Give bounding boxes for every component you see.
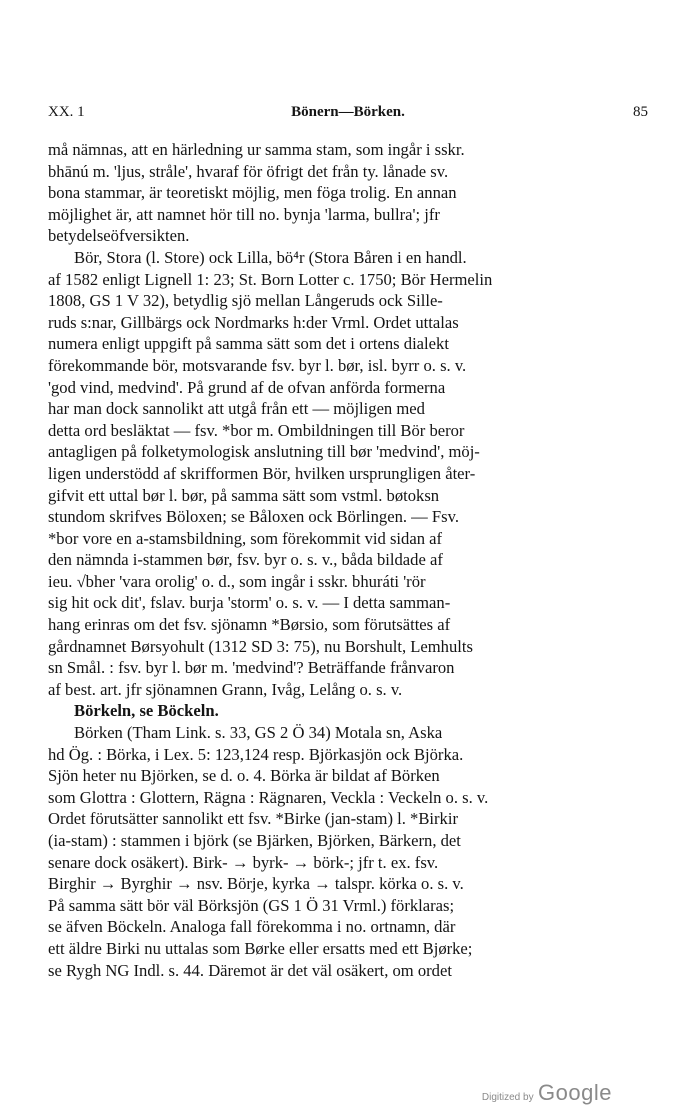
text-line: ett äldre Birki nu uttalas som Børke eller ersatts med ett Bjørke;	[48, 938, 473, 958]
text-line: senare dock osäkert). Birk- → byrk- → börk-; jfr t. ex. fsv.	[48, 852, 439, 872]
text-line: numera enligt uppgift på samma sätt som det i ortens dialekt	[48, 334, 449, 354]
text-line: detta ord besläktat — fsv. *bor m. Ombildningen till Bör beror	[48, 420, 465, 440]
text-line: hang erinras om det fsv. sjönamn *Børsio, som förutsättes af	[48, 615, 451, 635]
running-title: Bönern—Börken.	[291, 104, 405, 120]
text-line: bhānú m. 'ljus, stråle', hvaraf för öfrigt det från ty. lånade sv.	[48, 161, 449, 181]
text-line: ligen understödd af skrifformen Bör, hvilken ursprungligen åter-	[48, 463, 476, 483]
text-line: 'god vind, medvind'. På grund af de ofvan anförda formerna	[48, 377, 446, 397]
text-line: *bor vore en a-stamsbildning, som förekommit vid sidan af	[48, 528, 443, 548]
page-number: 85	[633, 104, 648, 120]
entry-heading-line: Börkeln, se Böckeln.	[74, 701, 219, 721]
entry-heading-line: Börken (Tham Link. s. 33, GS 2 Ö 34) Motala sn, Aska	[74, 723, 443, 743]
text-line: Ordet förutsätter sannolikt ett fsv. *Birke (jan-stam) l. *Birkir	[48, 809, 458, 829]
text-line: 1808, GS 1 V 32), betydlig sjö mellan Långeruds ock Sille-	[48, 291, 443, 311]
entry-heading-line: Bör, Stora (l. Store) ock Lilla, bö⁴r (Stora Båren i en handl.	[74, 247, 467, 267]
text-line: gårdnamnet Børsyohult (1312 SD 3: 75), nu Borshult, Lemhults	[48, 636, 473, 656]
text-line: Birghir → Byrghir → nsv. Börje, kyrka → talspr. körka o. s. v.	[48, 874, 464, 894]
text-line: se Rygh NG Indl. s. 44. Däremot är det väl osäkert, om ordet	[48, 960, 452, 980]
text-line: Sjön heter nu Björken, se d. o. 4. Börka är bildat af Börken	[48, 766, 440, 786]
text-line: möjlighet är, att namnet hör till no. bynja 'larma, bullra'; jfr	[48, 204, 440, 224]
text-line: gifvit ett uttal bør l. bør, på samma sätt som vstml. bøtoksn	[48, 485, 440, 505]
section-number: XX. 1	[48, 104, 85, 120]
text-line: må nämnas, att en härledning ur samma stam, som ingår i sskr.	[48, 140, 465, 159]
text-line: den nämnda i-stammen bør, fsv. byr o. s. v., båda bildade af	[48, 550, 443, 570]
watermark-prefix: Digitized by	[481, 1092, 534, 1103]
text-line: bona stammar, är teoretiskt möjlig, men föga trolig. En annan	[48, 183, 457, 203]
digitized-watermark	[482, 1080, 612, 1106]
text-line: som Glottra : Glottern, Rägna : Rägnaren, Veckla : Veckeln o. s. v.	[48, 787, 489, 807]
text-line: ieu. √bher 'vara orolig' o. d., som ingår i sskr. bhuráti 'rör	[48, 571, 426, 591]
text-line: se äfven Böckeln. Analoga fall förekomma i no. ortnamn, där	[48, 917, 456, 937]
body-text	[48, 139, 648, 981]
text-line: sn Smål. : fsv. byr l. bør m. 'medvind'? Beträffande frånvaron	[48, 658, 455, 678]
text-line: betydelseöfversikten.	[48, 226, 190, 246]
text-line: stundom skrifves Böloxen; se Båloxen ock Börlingen. — Fsv.	[48, 507, 459, 527]
text-line: På samma sätt bör väl Börksjön (GS 1 Ö 31 Vrml.) förklaras;	[48, 895, 455, 915]
text-line: har man dock sannolikt att utgå från ett — möjligen med	[48, 399, 425, 419]
text-line: hd Ög. : Börka, i Lex. 5: 123,124 resp. Björkasjön ock Björka.	[48, 744, 464, 764]
text-line: sig hit ock dit', fslav. burja 'storm' o. s. v. — I detta samman-	[48, 593, 451, 613]
running-header	[48, 104, 648, 126]
watermark-brand: Google	[538, 1080, 612, 1105]
text-line: af 1582 enligt Lignell 1: 23; St. Born Lotter c. 1750; Bör Hermelin	[48, 269, 493, 289]
text-line: af best. art. jfr sjönamnen Grann, Ivåg, Lelång o. s. v.	[48, 679, 403, 699]
text-line: antagligen på folketymologisk anslutning till bør 'medvind', möj-	[48, 442, 480, 462]
text-line: förekommande bör, motsvarande fsv. byr l. bør, isl. byrr o. s. v.	[48, 355, 467, 375]
text-line: ruds s:nar, Gillbärgs ock Nordmarks h:der Vrml. Ordet uttalas	[48, 312, 459, 332]
text-line: (ia-stam) : stammen i björk (se Bjärken, Björken, Bärkern, det	[48, 831, 461, 850]
